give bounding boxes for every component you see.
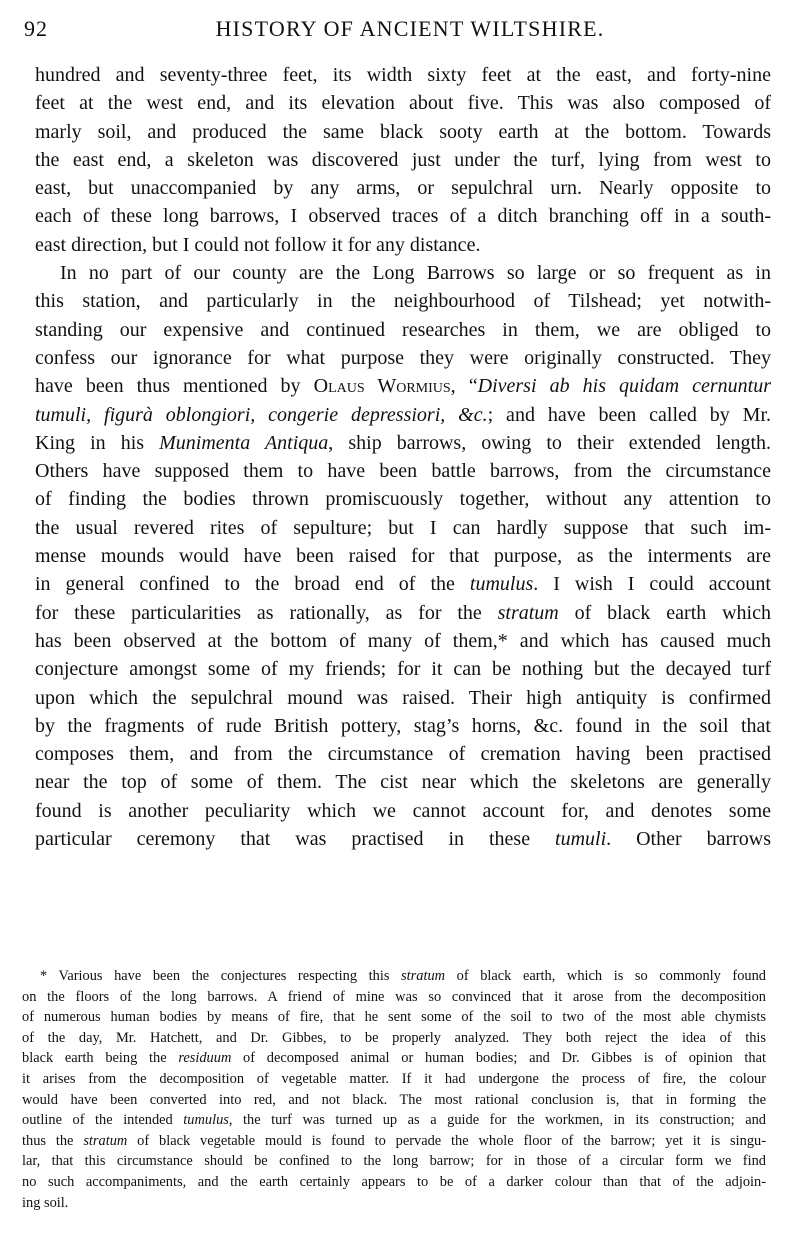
text-run: ; and have been called by Mr. [487,403,772,426]
footnote-line: lar, that this circumstance should be confined to the long barrow; for in those of a circular form we find [22,1153,766,1170]
text-run: for these particularities as rationally, as for the [35,601,498,624]
page-number: 92 [24,16,48,41]
text-run: , ship barrows, owing to their extended length. [328,431,772,454]
text-run: in general confined to the broad end of the [35,573,470,596]
italic-term: tumuli [555,828,607,851]
footnote-line: of numerous human bodies by means of fire, that he sent some of the soil to two of the most able chymists [22,1009,766,1026]
body-line: found is another peculiarity which we cannot account for, and denotes some [35,799,771,822]
body-line [35,429,771,457]
book-title: Munimenta Antiqua [159,431,329,454]
latin-quote: tumuli, figurà oblongiori, congerie depressiori, &c. [35,403,488,426]
footnote-line: ing soil. [22,1194,69,1211]
text-run: have been thus mentioned by [35,375,314,398]
italic-term: tumulus [183,1112,229,1129]
page-header [24,10,776,50]
body-line: standing our expensive and continued researches in them, we are obliged to [35,318,771,341]
footnote-line: it arises from the decomposition of vegetable matter. If it had undergone the process of fire, the colour [22,1070,766,1087]
body-line: Others have supposed them to have been battle barrows, from the circumstance [35,460,771,483]
body-line: conjecture amongst some of my friends; for it can be nothing but the decayed turf [35,658,771,681]
footnote-line: would have been converted into red, and not black. The most rational conclusion is, that in forming the [22,1091,766,1108]
italic-term: tumulus [469,573,534,596]
text-run: , “ [450,375,478,398]
body-line: near the top of some of them. The cist near which the skeletons are generally [35,771,771,794]
latin-quote: Diversi ab his quidam cernuntur [477,375,771,398]
footnote-line: of the day, Mr. Hatchett, and Dr. Gibbes, to be properly analyzed. They both reject the idea of this [22,1029,766,1046]
body-line: marly soil, and produced the same black sooty earth at the bottom. Towards [35,120,771,143]
author-name: Olaus Wormius [313,375,451,398]
text-run: thus the [22,1132,84,1149]
text-run: particular ceremony that was practised in these [35,828,556,851]
footnote [22,966,766,1213]
text-run: of decomposed animal or human bodies; and Dr. Gibbes is of opinion that [231,1050,766,1067]
body-line: upon which the sepulchral mound was raised. Their high antiquity is confirmed [35,686,771,709]
body-line: feet at the west end, and its elevation about five. This was also composed of [35,92,771,115]
body-line: mense mounds would have been raised for that purpose, as the interments are [35,545,771,568]
body-line [35,372,771,400]
text-run: of black earth which [558,601,771,624]
footnote-line [22,1131,766,1152]
body-line [35,570,771,598]
footnote-line [22,1110,766,1131]
running-title: HISTORY OF ANCIENT WILTSHIRE. [215,16,605,41]
footnote-line [22,966,766,987]
footnote-line: on the floors of the long barrows. A friend of mine was so convinced that it arose from the decomposition [22,988,766,1005]
text-run: . I wish I could account [533,573,771,596]
body-line: the usual revered rites of sepulture; but I can hardly suppose that such im- [35,516,771,539]
body-line: east direction, but I could not follow it for any distance. [35,233,481,256]
text-run: * Various have been the conjectures respecting this [40,968,402,984]
text-run: King in his [35,431,160,454]
body-line [35,599,771,627]
italic-term: residuum [178,1050,232,1067]
text-run: outline of the intended [22,1112,184,1129]
text-run: of black earth, which is so commonly found [445,968,767,984]
body-line: composes them, and from the circumstance of cremation having been practised [35,743,771,766]
body-line [35,401,771,429]
text-run: , the turf was turned up as a guide for the workmen, in its construction; and [228,1112,766,1129]
text-run: of black vegetable mould is found to pervade the whole floor of the barrow; yet it is singu- [127,1132,767,1149]
italic-term: stratum [83,1132,128,1149]
body-line: of finding the bodies thrown promiscuously together, without any attention to [35,488,771,511]
italic-term: stratum [497,601,559,624]
body-line: each of these long barrows, I observed traces of a ditch branching off in a south- [35,205,771,228]
footnote-line [22,1048,766,1069]
body-line: confess our ignorance for what purpose they were originally constructed. They [35,346,771,369]
body-line: hundred and seventy-three feet, its width sixty feet at the east, and forty-nine [35,64,771,86]
body-line: by the fragments of rude British pottery, stag’s horns, &c. found in the soil that [35,714,771,737]
text-run: black earth being the [22,1050,179,1067]
body-line [35,825,771,853]
italic-term: stratum [401,968,446,984]
text-run: . Other barrows [606,828,771,851]
body-line: this station, and particularly in the neighbourhood of Tilshead; yet notwith- [35,290,771,313]
body-line: has been observed at the bottom of many of them,* and which has caused much [35,629,771,652]
body-line: the east end, a skeleton was discovered just under the turf, lying from west to [35,148,771,171]
body-line: east, but unaccompanied by any arms, or sepulchral urn. Nearly opposite to [35,177,771,200]
body-line: In no part of our county are the Long Barrows so large or so frequent as in [60,262,771,285]
footnote-line: no such accompaniments, and the earth certainly appears to be of a darker colour than that of the adjoin- [22,1173,766,1190]
body-text [35,61,771,853]
